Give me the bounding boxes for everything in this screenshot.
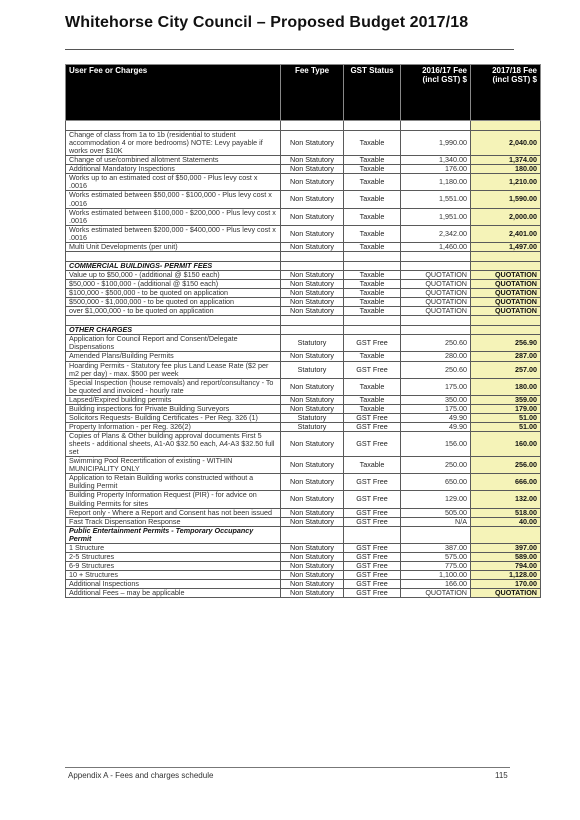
gst-status: Taxable xyxy=(344,395,401,404)
table-row xyxy=(66,307,541,316)
table-row xyxy=(66,361,541,378)
gst-status: GST Free xyxy=(344,491,401,508)
fee-description: Fast Track Dispensation Response xyxy=(66,517,281,526)
table-row xyxy=(66,508,541,517)
fee-2017-18: 160.00 xyxy=(471,432,541,457)
table-spacer-row xyxy=(66,316,541,326)
fee-type xyxy=(281,261,344,270)
gst-status: Taxable xyxy=(344,307,401,316)
column-header-gst-status: GST Status xyxy=(344,65,401,121)
fee-2017-18: 1,210.00 xyxy=(471,174,541,191)
fee-type: Non Statutory xyxy=(281,191,344,208)
fee-2017-18: QUOTATION xyxy=(471,307,541,316)
gst-status: GST Free xyxy=(344,561,401,570)
fee-description: Works up to an estimated cost of $50,000 - Plus levy cost x .0016 xyxy=(66,174,281,191)
fee-type: Non Statutory xyxy=(281,242,344,251)
fee-2017-18: 256.00 xyxy=(471,457,541,474)
fee-2016-17: 49.90 xyxy=(401,413,471,422)
fee-description: Application to Retain Building works constructed without a Building Permit xyxy=(66,474,281,491)
fee-2016-17: 775.00 xyxy=(401,561,471,570)
fee-type: Non Statutory xyxy=(281,352,344,361)
fee-2016-17: 1,990.00 xyxy=(401,131,471,156)
fee-type xyxy=(281,251,344,261)
table-row xyxy=(66,225,541,242)
fee-2017-18: 51.00 xyxy=(471,413,541,422)
fee-2017-18: 132.00 xyxy=(471,491,541,508)
fee-2016-17: QUOTATION xyxy=(401,270,471,279)
gst-status: Taxable xyxy=(344,289,401,298)
gst-status: Taxable xyxy=(344,174,401,191)
fee-description: 2-5 Structures xyxy=(66,552,281,561)
fee-type: Non Statutory xyxy=(281,404,344,413)
fee-description: Additional Inspections xyxy=(66,580,281,589)
footer-caption: Appendix A - Fees and charges schedule xyxy=(68,771,214,780)
gst-status: GST Free xyxy=(344,432,401,457)
fee-2017-18: 179.00 xyxy=(471,404,541,413)
fee-2016-17: 175.00 xyxy=(401,378,471,395)
gst-status: GST Free xyxy=(344,589,401,598)
fee-2017-18: 257.00 xyxy=(471,361,541,378)
fee-description: Application for Council Report and Consent/Delegate Dispensations xyxy=(66,335,281,352)
fee-2017-18 xyxy=(471,316,541,326)
section-heading: OTHER CHARGES xyxy=(66,326,281,335)
fee-2017-18: 256.90 xyxy=(471,335,541,352)
fee-description: Multi Unit Developments (per unit) xyxy=(66,242,281,251)
gst-status xyxy=(344,316,401,326)
gst-status: Taxable xyxy=(344,352,401,361)
footer-divider xyxy=(65,767,510,768)
gst-status: Taxable xyxy=(344,131,401,156)
table-row xyxy=(66,156,541,165)
fee-description: Additional Mandatory Inspections xyxy=(66,165,281,174)
table-row xyxy=(66,335,541,352)
fee-2017-18: 170.00 xyxy=(471,580,541,589)
fee-description: Change of use/combined allotment Statements xyxy=(66,156,281,165)
fee-description: Works estimated between $100,000 - $200,000 - Plus levy cost x .0016 xyxy=(66,208,281,225)
table-row xyxy=(66,517,541,526)
fee-2017-18 xyxy=(471,326,541,335)
fee-2017-18: 180.00 xyxy=(471,378,541,395)
fee-type: Non Statutory xyxy=(281,561,344,570)
fee-description: Property Information - per Reg. 326(2) xyxy=(66,422,281,431)
fee-2016-17 xyxy=(401,261,471,270)
gst-status: Taxable xyxy=(344,225,401,242)
gst-status: Taxable xyxy=(344,298,401,307)
table-section-row xyxy=(66,261,541,270)
fee-2017-18: QUOTATION xyxy=(471,589,541,598)
gst-status: GST Free xyxy=(344,571,401,580)
fee-2017-18: 794.00 xyxy=(471,561,541,570)
table-row xyxy=(66,413,541,422)
fees-table xyxy=(65,64,541,598)
fee-2016-17: 175.00 xyxy=(401,404,471,413)
fee-type: Statutory xyxy=(281,422,344,431)
fee-2017-18: 2,401.00 xyxy=(471,225,541,242)
fee-2017-18: 518.00 xyxy=(471,508,541,517)
gst-status xyxy=(344,261,401,270)
fee-type: Non Statutory xyxy=(281,491,344,508)
fee-2016-17: 350.00 xyxy=(401,395,471,404)
fee-description: $500,000 - $1,000,000 - to be quoted on application xyxy=(66,298,281,307)
fee-2016-17: 2,342.00 xyxy=(401,225,471,242)
gst-status: GST Free xyxy=(344,508,401,517)
fee-type: Non Statutory xyxy=(281,225,344,242)
fee-type: Non Statutory xyxy=(281,270,344,279)
fee-2016-17: 49.90 xyxy=(401,422,471,431)
table-row xyxy=(66,491,541,508)
gst-status: GST Free xyxy=(344,517,401,526)
fee-2016-17: 129.00 xyxy=(401,491,471,508)
fee-2017-18 xyxy=(471,526,541,543)
fee-type: Non Statutory xyxy=(281,208,344,225)
table-spacer-row xyxy=(66,251,541,261)
fee-2017-18: QUOTATION xyxy=(471,270,541,279)
fee-2017-18: QUOTATION xyxy=(471,298,541,307)
fee-description: Swimming Pool Recertification of existing - WITHIN MUNICIPALITY ONLY xyxy=(66,457,281,474)
fee-description: Works estimated between $200,000 - $400,000 - Plus levy cost x .0016 xyxy=(66,225,281,242)
gst-status xyxy=(344,526,401,543)
fee-type: Non Statutory xyxy=(281,589,344,598)
fee-2016-17 xyxy=(401,251,471,261)
fee-2016-17: 650.00 xyxy=(401,474,471,491)
section-heading: COMMERCIAL BUILDINGS- PERMIT FEES xyxy=(66,261,281,270)
fee-2016-17: 176.00 xyxy=(401,165,471,174)
gst-status: Taxable xyxy=(344,208,401,225)
table-row xyxy=(66,571,541,580)
fee-2017-18 xyxy=(471,251,541,261)
table-row xyxy=(66,432,541,457)
table-row xyxy=(66,580,541,589)
fee-description: $100,000 - $500,000 - to be quoted on application xyxy=(66,289,281,298)
fee-type: Statutory xyxy=(281,413,344,422)
fee-description: Building Property Information Request (PIR) - for advice on Building Permits for sites xyxy=(66,491,281,508)
fee-2017-18: 1,497.00 xyxy=(471,242,541,251)
page-number: 115 xyxy=(495,771,508,780)
gst-status: Taxable xyxy=(344,457,401,474)
fee-2016-17: 280.00 xyxy=(401,352,471,361)
table-row xyxy=(66,131,541,156)
gst-status: Taxable xyxy=(344,242,401,251)
fee-type xyxy=(281,316,344,326)
fee-description: Report only - Where a Report and Consent has not been issued xyxy=(66,508,281,517)
table-row xyxy=(66,165,541,174)
fee-type xyxy=(281,326,344,335)
fee-2016-17: QUOTATION xyxy=(401,307,471,316)
fee-type: Non Statutory xyxy=(281,307,344,316)
fee-2016-17: QUOTATION xyxy=(401,289,471,298)
fee-2017-18: 180.00 xyxy=(471,165,541,174)
table-row xyxy=(66,298,541,307)
gst-status: GST Free xyxy=(344,422,401,431)
gst-status xyxy=(344,121,401,131)
gst-status: GST Free xyxy=(344,474,401,491)
fee-type: Non Statutory xyxy=(281,378,344,395)
fee-2017-18: QUOTATION xyxy=(471,280,541,289)
fee-2016-17: 1,340.00 xyxy=(401,156,471,165)
fee-2017-18: 589.00 xyxy=(471,552,541,561)
fee-type: Statutory xyxy=(281,335,344,352)
section-heading: Public Entertainment Permits - Temporary Occupancy Permit xyxy=(66,526,281,543)
table-row xyxy=(66,474,541,491)
fee-2016-17 xyxy=(401,121,471,131)
fee-description: Solicitors Requests- Building Certificates - Per Reg. 326 (1) xyxy=(66,413,281,422)
fee-type xyxy=(281,526,344,543)
fee-2016-17: QUOTATION xyxy=(401,280,471,289)
fee-2017-18: 40.00 xyxy=(471,517,541,526)
table-header-row xyxy=(66,65,541,121)
gst-status: Taxable xyxy=(344,280,401,289)
fee-type: Non Statutory xyxy=(281,156,344,165)
fee-type xyxy=(281,121,344,131)
fee-description: Lapsed/Expired building permits xyxy=(66,395,281,404)
fee-description: Amended Plans/Building Permits xyxy=(66,352,281,361)
fee-description: 10 + Structures xyxy=(66,571,281,580)
fee-description xyxy=(66,121,281,131)
fee-description xyxy=(66,251,281,261)
fee-2016-17: 1,551.00 xyxy=(401,191,471,208)
fee-type: Non Statutory xyxy=(281,395,344,404)
fee-2016-17: 250.60 xyxy=(401,335,471,352)
table-row xyxy=(66,589,541,598)
fee-2016-17: 1,460.00 xyxy=(401,242,471,251)
fee-2016-17: 505.00 xyxy=(401,508,471,517)
fee-type: Non Statutory xyxy=(281,571,344,580)
table-row xyxy=(66,561,541,570)
table-body xyxy=(66,121,541,598)
table-row xyxy=(66,270,541,279)
fee-type: Non Statutory xyxy=(281,298,344,307)
fee-2016-17: 1,951.00 xyxy=(401,208,471,225)
fee-2016-17 xyxy=(401,316,471,326)
table-row xyxy=(66,378,541,395)
gst-status: Taxable xyxy=(344,404,401,413)
fee-2016-17: 1,180.00 xyxy=(401,174,471,191)
table-row xyxy=(66,457,541,474)
table-row xyxy=(66,552,541,561)
fee-2016-17: 166.00 xyxy=(401,580,471,589)
fee-type: Non Statutory xyxy=(281,174,344,191)
gst-status xyxy=(344,326,401,335)
gst-status: Taxable xyxy=(344,165,401,174)
table-spacer-row xyxy=(66,121,541,131)
fee-2016-17: 250.60 xyxy=(401,361,471,378)
fee-2017-18: 1,128.00 xyxy=(471,571,541,580)
gst-status: Taxable xyxy=(344,191,401,208)
table-row xyxy=(66,404,541,413)
gst-status: Taxable xyxy=(344,378,401,395)
fee-2016-17: 1,100.00 xyxy=(401,571,471,580)
fee-type: Non Statutory xyxy=(281,552,344,561)
fee-2016-17: 250.00 xyxy=(401,457,471,474)
gst-status: GST Free xyxy=(344,580,401,589)
fee-description: Change of class from 1a to 1b (residential to student accommodation 4 or more bedrooms) NOTE: Levy payable if works over $10K xyxy=(66,131,281,156)
fee-2017-18 xyxy=(471,121,541,131)
fee-2017-18: 51.00 xyxy=(471,422,541,431)
fee-type: Non Statutory xyxy=(281,457,344,474)
fee-2017-18: 397.00 xyxy=(471,543,541,552)
column-header-desc: User Fee or Charges xyxy=(66,65,281,121)
fee-description: 6-9 Structures xyxy=(66,561,281,570)
fee-2017-18: 1,374.00 xyxy=(471,156,541,165)
gst-status: GST Free xyxy=(344,335,401,352)
gst-status: Taxable xyxy=(344,156,401,165)
table-row xyxy=(66,191,541,208)
title-divider xyxy=(65,49,514,50)
fee-2016-17: QUOTATION xyxy=(401,298,471,307)
table-row xyxy=(66,422,541,431)
table-section-row xyxy=(66,526,541,543)
fee-2017-18: 2,040.00 xyxy=(471,131,541,156)
fee-type: Non Statutory xyxy=(281,517,344,526)
table-row xyxy=(66,352,541,361)
table-row xyxy=(66,208,541,225)
column-header-fee-type: Fee Type xyxy=(281,65,344,121)
table-section-row xyxy=(66,326,541,335)
fee-description: Value up to $50,000 - (additional @ $150 each) xyxy=(66,270,281,279)
fee-type: Non Statutory xyxy=(281,580,344,589)
fee-description xyxy=(66,316,281,326)
fee-2016-17: 575.00 xyxy=(401,552,471,561)
fee-description: Special Inspection (house removals) and report/consultancy - To be quoted and invoiced - hourly rate xyxy=(66,378,281,395)
fee-description: Additional Fees – may be applicable xyxy=(66,589,281,598)
fee-2017-18 xyxy=(471,261,541,270)
fee-2017-18: 2,000.00 xyxy=(471,208,541,225)
fee-2016-17: 156.00 xyxy=(401,432,471,457)
fee-2016-17: 387.00 xyxy=(401,543,471,552)
gst-status: GST Free xyxy=(344,361,401,378)
fee-2017-18: 287.00 xyxy=(471,352,541,361)
table-row xyxy=(66,395,541,404)
gst-status: GST Free xyxy=(344,552,401,561)
column-header-fee-2016-17: 2016/17 Fee (incl GST) $ xyxy=(401,65,471,121)
table-row xyxy=(66,242,541,251)
fee-description: Hoarding Permits - Statutory fee plus Land Lease Rate ($2 per m2 per day) - max. $500 per week xyxy=(66,361,281,378)
table-row xyxy=(66,174,541,191)
fee-2017-18: 359.00 xyxy=(471,395,541,404)
gst-status xyxy=(344,251,401,261)
fee-type: Non Statutory xyxy=(281,131,344,156)
fee-description: over $1,000,000 - to be quoted on application xyxy=(66,307,281,316)
fee-description: $50,000 - $100,000 - (additional @ $150 each) xyxy=(66,280,281,289)
fee-description: Works estimated between $50,000 - $100,000 - Plus levy cost x .0016 xyxy=(66,191,281,208)
page-title: Whitehorse City Council – Proposed Budget 2017/18 xyxy=(65,14,469,31)
fee-description: Copies of Plans & Other building approval documents First 5 sheets - additional sheets, A1-A0 $32.50 each, A4-A3 $32.50 full set xyxy=(66,432,281,457)
fee-2016-17 xyxy=(401,326,471,335)
fee-type: Non Statutory xyxy=(281,474,344,491)
fee-2017-18: 666.00 xyxy=(471,474,541,491)
table-row xyxy=(66,543,541,552)
fee-type: Statutory xyxy=(281,361,344,378)
fee-type: Non Statutory xyxy=(281,508,344,517)
fee-type: Non Statutory xyxy=(281,289,344,298)
fee-2017-18: QUOTATION xyxy=(471,289,541,298)
fee-2016-17 xyxy=(401,526,471,543)
fee-2016-17: N/A xyxy=(401,517,471,526)
gst-status: GST Free xyxy=(344,413,401,422)
fee-2017-18: 1,590.00 xyxy=(471,191,541,208)
fee-description: Building inspections for Private Building Surveyors xyxy=(66,404,281,413)
fee-2016-17: QUOTATION xyxy=(401,589,471,598)
table-row xyxy=(66,280,541,289)
column-header-fee-2017-18: 2017/18 Fee (incl GST) $ xyxy=(471,65,541,121)
gst-status: Taxable xyxy=(344,270,401,279)
fee-type: Non Statutory xyxy=(281,432,344,457)
fee-description: 1 Structure xyxy=(66,543,281,552)
table-row xyxy=(66,289,541,298)
fee-type: Non Statutory xyxy=(281,543,344,552)
gst-status: GST Free xyxy=(344,543,401,552)
fee-type: Non Statutory xyxy=(281,165,344,174)
fee-type: Non Statutory xyxy=(281,280,344,289)
